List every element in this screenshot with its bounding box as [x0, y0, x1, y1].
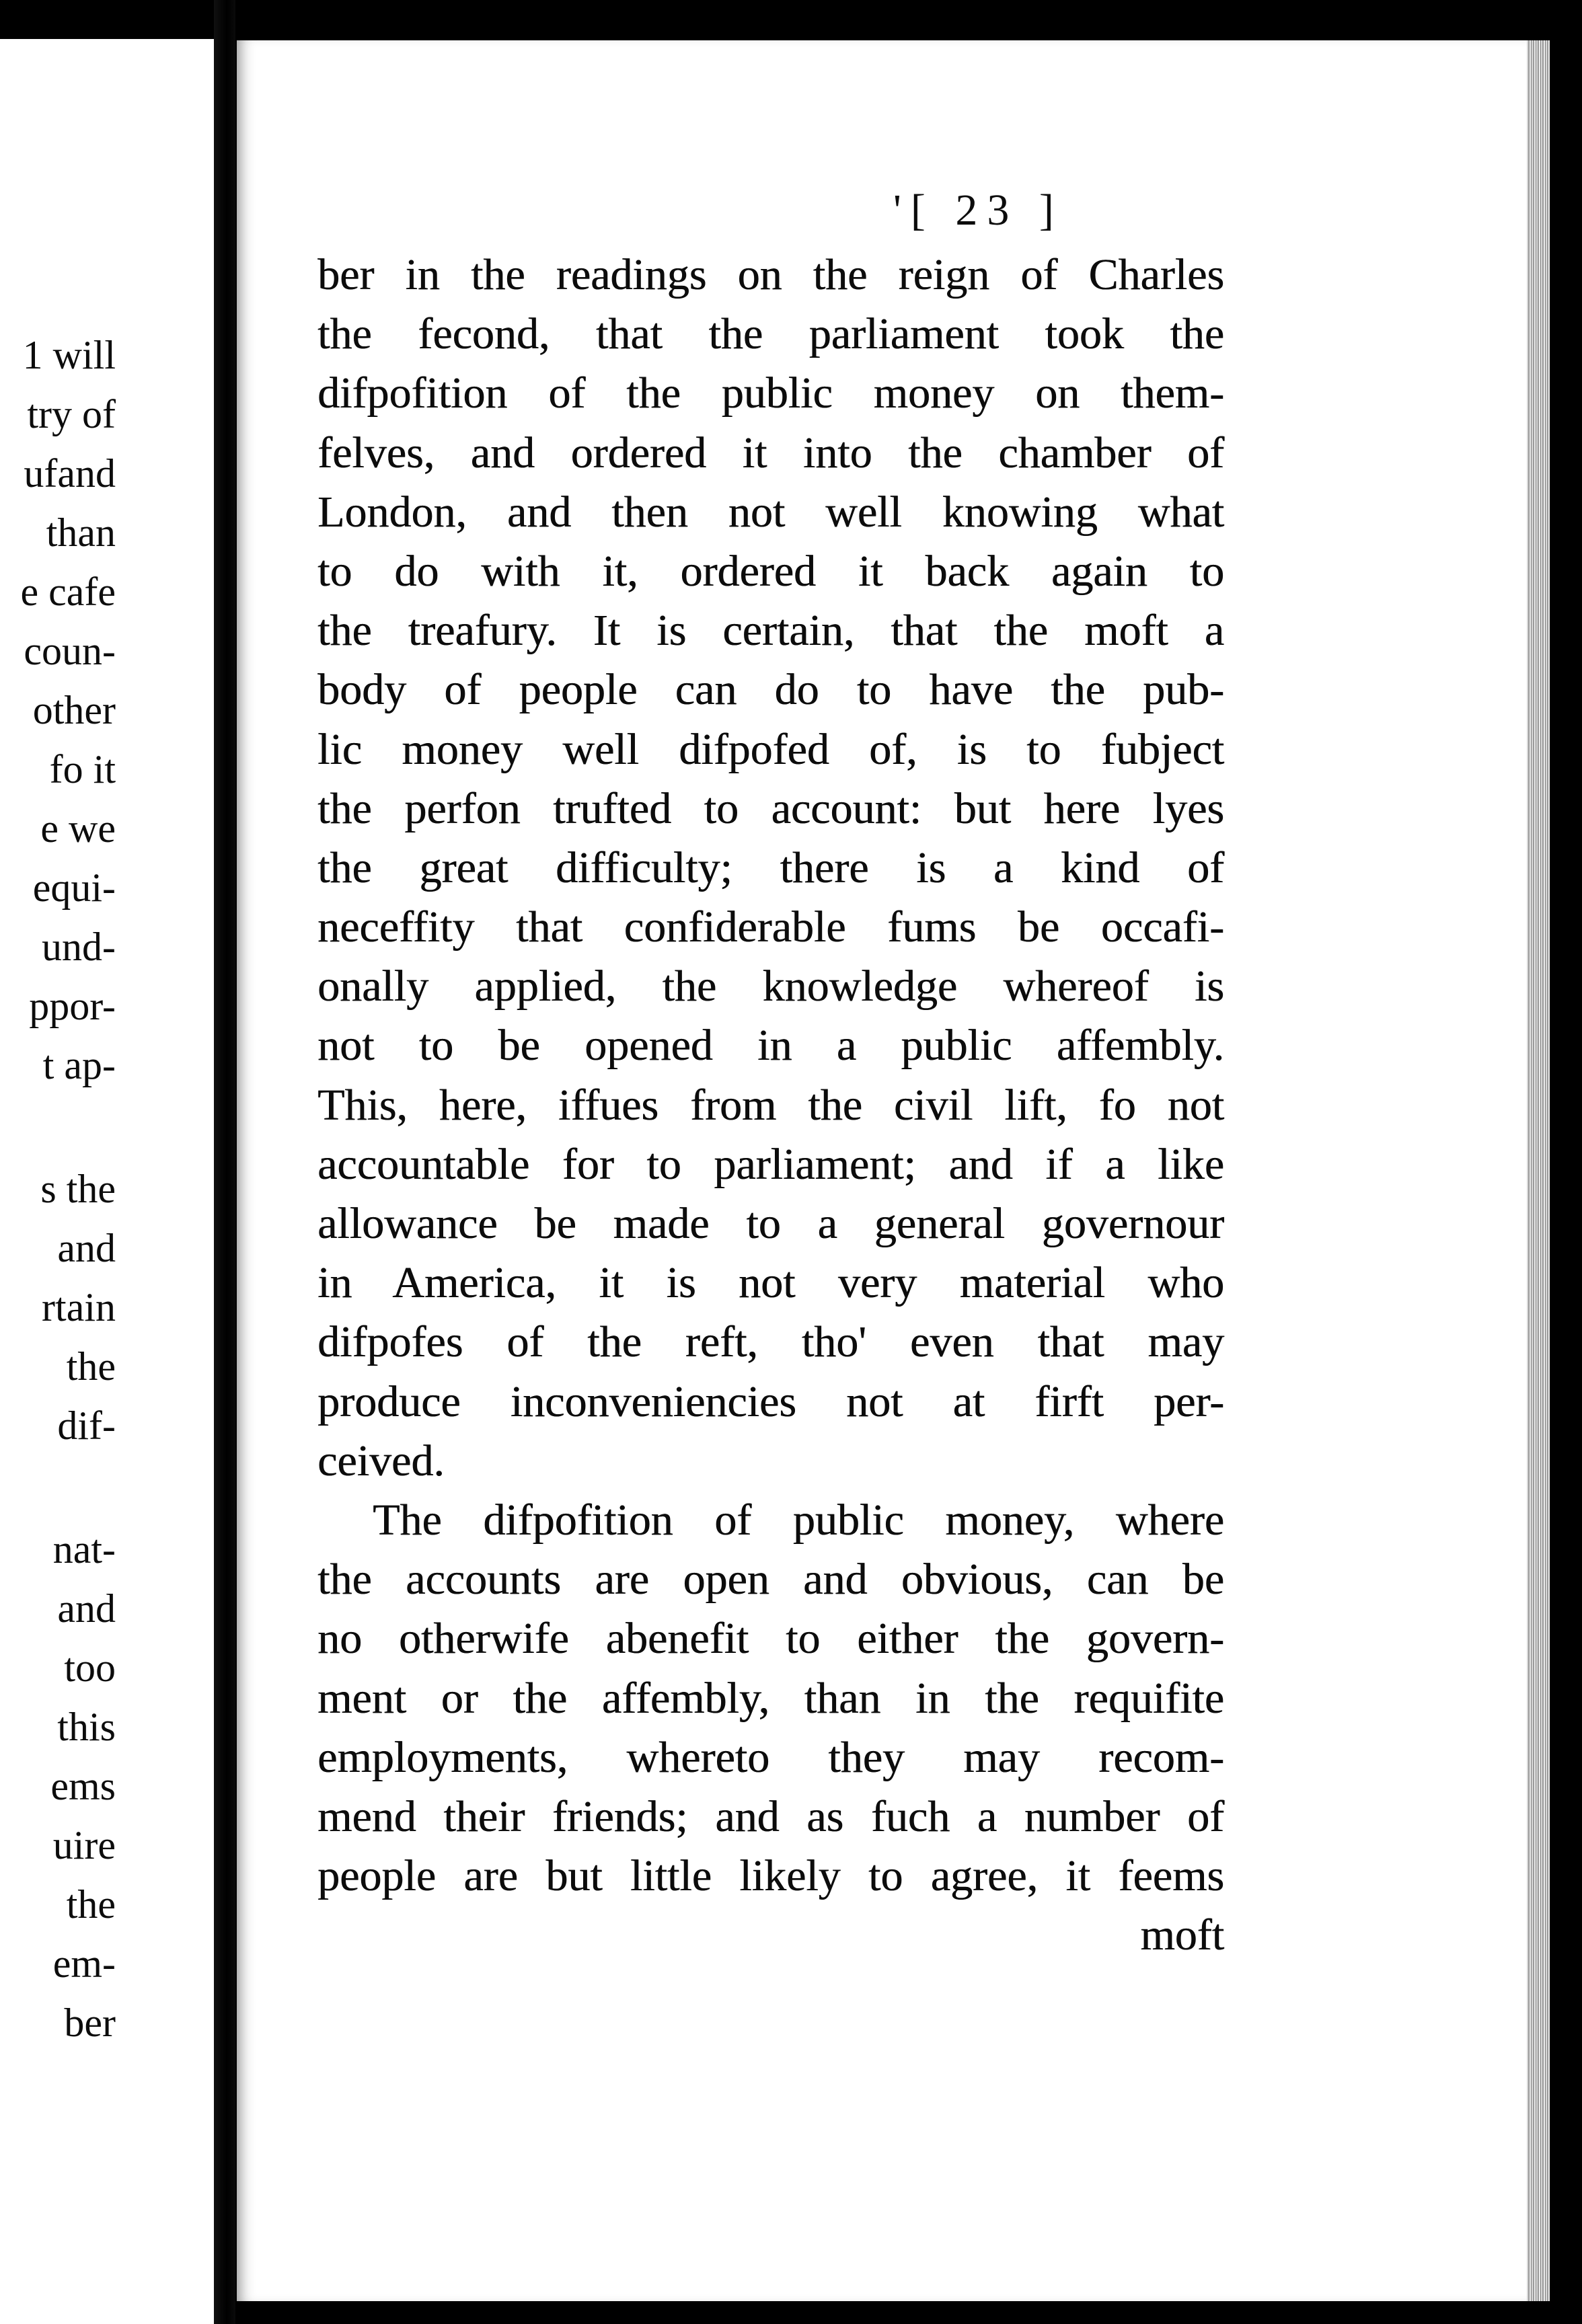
paragraph-start-line: The difpofition of public money, where: [373, 1495, 1224, 1545]
left-fragment-line: this: [57, 1705, 116, 1749]
text-line: neceffity that confiderable fums be occafi-: [317, 902, 1224, 952]
left-fragment-line: equi-: [32, 865, 116, 910]
left-fragment-line: coun-: [24, 629, 116, 673]
left-fragment-line: t ap-: [42, 1043, 116, 1087]
left-fragment-line: fo it: [49, 747, 116, 791]
left-fragment-line: em-: [52, 1941, 116, 1986]
text-line: difpofition of the public money on them-: [317, 369, 1224, 418]
text-line: allowance be made to a general governour: [317, 1199, 1224, 1248]
left-fragment-line: ems: [50, 1764, 116, 1808]
left-fragment-line: ufand: [24, 451, 116, 496]
text-line: body of people can do to have the pub-: [317, 665, 1224, 715]
text-line: no otherwife abenefit to either the govern-: [317, 1614, 1224, 1664]
text-line: accountable for to parliament; and if a like: [317, 1139, 1224, 1189]
page-edges: [1527, 40, 1550, 2301]
left-fragment-line: und-: [42, 925, 116, 969]
text-line: ber in the readings on the reign of Charles: [317, 250, 1224, 299]
left-fragment-line: nat-: [52, 1527, 116, 1572]
left-fragment-line: e cafe: [20, 570, 116, 614]
text-line: felves, and ordered it into the chamber of: [317, 428, 1224, 477]
text-line: produce inconveniencies not at firft per-: [317, 1377, 1224, 1426]
left-fragment-line: try of: [27, 392, 116, 436]
text-line: the treafury. It is certain, that the moft a: [317, 606, 1224, 656]
catchword: moft: [1140, 1910, 1224, 1960]
text-line: mend their friends; and as fuch a number of: [317, 1791, 1224, 1841]
text-line: to do with it, ordered it back again to: [317, 546, 1224, 596]
text-line: the perfon trufted to account: but here lyes: [317, 783, 1224, 833]
book-gutter: [214, 0, 235, 2324]
left-fragment-line: e we: [40, 806, 116, 851]
page-body: [317, 245, 1224, 1965]
left-fragment-line: and: [57, 1586, 116, 1631]
text-line: the fecond, that the parliament took the: [317, 309, 1224, 359]
text-line: difpofes of the reft, tho' even that may: [317, 1317, 1224, 1367]
left-fragment-line: ppor-: [29, 984, 116, 1028]
previous-page-fragment: [0, 39, 214, 2324]
left-fragment-line: rtain: [42, 1285, 116, 1329]
text-line: the accounts are open and obvious, can be: [317, 1555, 1224, 1604]
text-line: not to be opened in a public affembly.: [317, 1021, 1224, 1071]
text-line: London, and then not well knowing what: [317, 487, 1224, 537]
page-number: '[ 23 ]: [893, 186, 1063, 235]
text-line: employments, whereto they may recom-: [317, 1732, 1224, 1782]
left-fragment-line: the: [66, 1344, 116, 1389]
text-line: ceived.: [317, 1436, 445, 1485]
book-page: [237, 40, 1527, 2301]
text-line: people are but little likely to agree, it feems: [317, 1851, 1224, 1901]
text-line: lic money well difpofed of, is to fubject: [317, 724, 1224, 774]
left-fragment-line: than: [46, 510, 116, 555]
left-fragment-line: ber: [64, 2001, 116, 2045]
left-fragment-line: dif-: [57, 1403, 116, 1448]
left-fragment-line: s the: [40, 1167, 116, 1211]
text-line: ment or the affembly, than in the requifite: [317, 1673, 1224, 1723]
text-line: the great difficulty; there is a kind of: [317, 843, 1224, 892]
left-fragment-line: other: [32, 688, 116, 732]
text-line: This, here, iffues from the civil lift, fo not: [317, 1080, 1224, 1130]
left-fragment-line: and: [57, 1226, 116, 1270]
left-fragment-line: the: [66, 1882, 116, 1927]
left-fragment-line: 1 will: [22, 333, 116, 377]
text-line: onally applied, the knowledge whereof is: [317, 962, 1224, 1011]
text-line: in America, it is not very material who: [317, 1258, 1224, 1308]
left-fragment-line: uire: [52, 1823, 116, 1867]
left-fragment-line: too: [64, 1645, 116, 1690]
